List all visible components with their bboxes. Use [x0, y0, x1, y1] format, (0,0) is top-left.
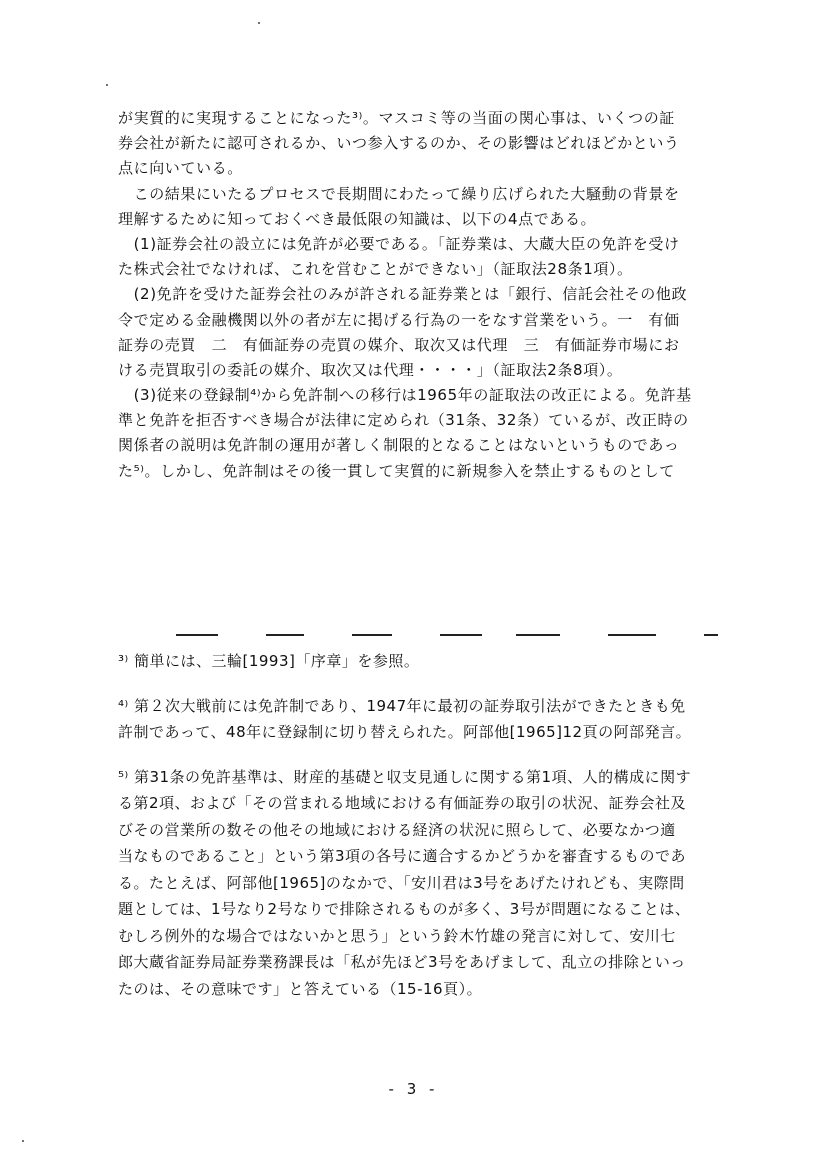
- footnote: [118, 648, 718, 675]
- body-line: (3)従来の登録制⁴⁾から免許制への移行は1965年の証取法の改正による。免許基: [118, 386, 692, 405]
- footnote-gap: [118, 675, 718, 693]
- scan-speck: [22, 1140, 24, 1142]
- footnote-line: る第2項、および「その営まれる地域における有価証券の取引の状況、証券会社及: [118, 794, 687, 812]
- footnote-line: ⁵⁾ 第31条の免許基準は、財産的基礎と収支見通しに関する第1項、人的構成に関す: [118, 767, 692, 786]
- scan-speck: [106, 84, 108, 86]
- body-line: 関係者の説明は免許制の運用が著しく制限的となることはないというものであっ: [118, 436, 680, 455]
- body-line: 理解するために知っておくべき最低限の知識は、以下の4点である。: [118, 209, 597, 228]
- body-line: 点に向いている。: [118, 159, 243, 178]
- body-line: た株式会社でなければ、これを営むことができない」（証取法28条1項）。: [118, 260, 633, 279]
- body-line: この結果にいたるプロセスで長期間にわたって繰り広げられた大騒動の背景を: [118, 184, 680, 203]
- body-line: 証券の売買 二 有価証券の売買の媒介、取次又は代理 三 有価証券市場にお: [118, 335, 680, 354]
- scan-speck: [258, 22, 260, 24]
- footnote: [118, 693, 718, 746]
- footnote-line: る。たとえば、阿部他[1965]のなかで、「安川君は3号をあげたけれども、実際問: [118, 873, 685, 892]
- footnote: [118, 764, 718, 1003]
- footnote-line: びその営業所の数その他その地域における経済の状況に照らして、必要なかつ適: [118, 820, 676, 839]
- body-text: [118, 106, 718, 484]
- page-number: - 3 -: [388, 1080, 439, 1098]
- footnote-separator: [118, 634, 718, 636]
- footnote-gap: [118, 746, 718, 764]
- footnote-line: ³⁾ 簡単には、三輪[1993]「序章」を参照。: [118, 652, 420, 670]
- body-line: 準と免許を拒否すべき場合が法律に定められ（31条、32条）ているが、改正時の: [118, 411, 689, 430]
- body-line: (1)証券会社の設立には免許が必要である。「証券業は、大蔵大臣の免許を受け: [118, 234, 680, 253]
- body-line: が実質的に実現することになった³⁾。マスコミ等の当面の関心事は、いくつの証: [118, 109, 675, 127]
- body-line: 令で定める金融機関以外の者が左に掲げる行為の一をなす営業をいう。一 有価: [118, 310, 680, 329]
- footnote-line: 題としては、1号なり2号なりで排除されるものが多く、3号が問題になることは、: [118, 900, 691, 918]
- footnote-line: たのは、その意味です」と答えている（15-16頁）。: [118, 979, 483, 998]
- footnote-line: むしろ例外的な場合ではないかと思う」という鈴木竹雄の発言に対して、安川七: [118, 926, 676, 945]
- body-line: た⁵⁾。しかし、免許制はその後一貫して実質的に新規参入を禁止するものとして: [118, 461, 675, 480]
- footnotes: [118, 648, 718, 1002]
- footnote-line: 当なものであること」という第3項の各号に適合するかどうかを審査するものであ: [118, 847, 687, 865]
- footnote-line: ⁴⁾ 第２次大戦前には免許制であり、1947年に最初の証券取引法ができたときも免: [118, 696, 686, 715]
- body-line: ける売買取引の委託の媒介、取次又は代理・・・・」（証取法2条8項）。: [118, 360, 623, 379]
- body-line: (2)免許を受けた証券会社のみが許される証券業とは「銀行、信託会社その他政: [118, 285, 688, 304]
- body-line: 券会社が新たに認可されるか、いつ参入するのか、その影響はどれほどかという: [118, 134, 680, 153]
- footnote-line: 許制であって、48年に登録制に切り替えられた。阿部他[1965]12頁の阿部発言。: [118, 723, 692, 741]
- footnote-line: 郎大蔵省証券局証券業務課長は「私が先ほど3号をあげまして、乱立の排除といっ: [118, 953, 686, 971]
